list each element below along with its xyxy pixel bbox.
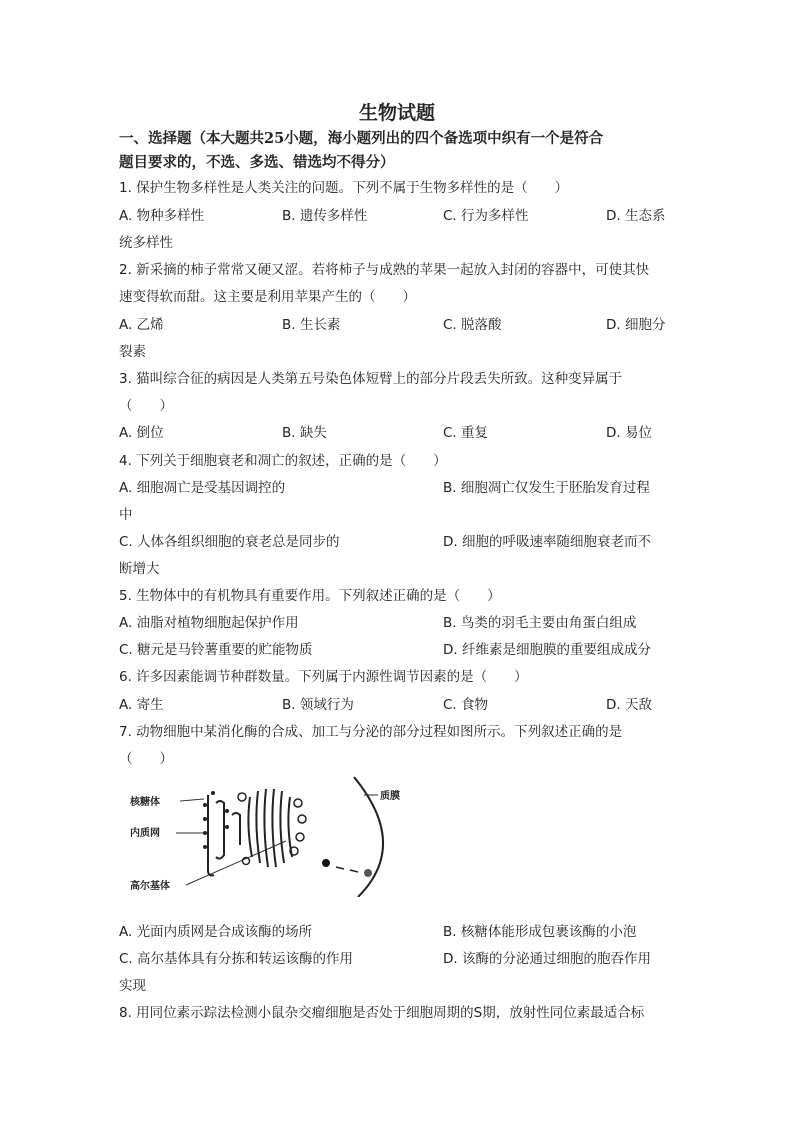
- question-6-stem: 6. 许多因素能调节种群数量。下列属于内源性调节因素的是（ ）: [119, 669, 528, 685]
- question-1-stem: 1. 保护生物多样性是人类关注的问题。下列不属于生物多样性的是（ ）: [119, 180, 569, 196]
- q2-option-b[interactable]: B. 生长素: [282, 317, 341, 333]
- q2-option-d-cont: 裂素: [119, 344, 146, 360]
- q3-option-c[interactable]: C. 重复: [443, 425, 489, 441]
- q5-option-c[interactable]: C. 糖元是马铃薯重要的贮能物质: [119, 642, 313, 658]
- q2-option-c[interactable]: C. 脱落酸: [443, 317, 502, 333]
- q7-option-d[interactable]: D. 该酶的分泌通过细胞的胞吞作用: [443, 951, 651, 967]
- q6-option-c[interactable]: C. 食物: [443, 697, 489, 713]
- section-heading: 一、选择题（本大题共25小题，海小题列出的四个备选项中织有一个是符合: [119, 130, 604, 147]
- question-4-stem: 4. 下列关于细胞衰老和凋亡的叙述，正确的是（ ）: [119, 453, 447, 469]
- q1-option-b[interactable]: B. 遗传多样性: [282, 208, 368, 224]
- question-5-stem: 5. 生物体中的有机物具有重要作用。下列叙述正确的是（ ）: [119, 588, 501, 604]
- question-7-stem-cont: （ ）: [119, 751, 173, 767]
- q7-option-b[interactable]: B. 核糖体能形成包裹该酶的小泡: [443, 924, 637, 940]
- question-7-stem: 7. 动物细胞中某消化酶的合成、加工与分泌的部分过程如图所示。下列叙述正确的是: [119, 724, 623, 740]
- q3-option-d[interactable]: D. 易位: [606, 425, 652, 441]
- section-heading-cont: 题目要求的，不选、多选、错选均不得分）: [119, 154, 395, 171]
- question-3-stem: 3. 猫叫综合征的病因是人类第五号染色体短臂上的部分片段丢失所致。这种变异属于: [119, 371, 623, 387]
- q5-option-a[interactable]: A. 油脂对植物细胞起保护作用: [119, 615, 299, 631]
- label-membrane: 质膜: [380, 791, 400, 802]
- q5-option-d[interactable]: D. 纤维素是细胞膜的重要组成成分: [443, 642, 651, 658]
- cell-secretion-figure: [128, 775, 412, 897]
- q7-option-d-cont: 实现: [119, 978, 146, 994]
- question-2-stem-cont: 速变得软而甜。这主要是利用苹果产生的（ ）: [119, 289, 416, 305]
- question-3-stem-cont: （ ）: [119, 398, 173, 414]
- label-er: 内质网: [130, 828, 160, 839]
- page-title: 生物试题: [358, 102, 435, 124]
- q1-option-d[interactable]: D. 生态系: [606, 208, 666, 224]
- q2-option-d[interactable]: D. 细胞分: [606, 317, 666, 333]
- q1-option-d-cont: 统多样性: [119, 235, 173, 251]
- q6-option-b[interactable]: B. 领域行为: [282, 697, 354, 713]
- q4-option-d[interactable]: D. 细胞的呼吸速率随细胞衰老而不: [443, 534, 651, 550]
- q4-option-a[interactable]: A. 细胞凋亡是受基因调控的: [119, 480, 286, 496]
- q3-option-a[interactable]: A. 倒位: [119, 425, 164, 441]
- question-2-stem: 2. 新采摘的柿子常常又硬又涩。若将柿子与成熟的苹果一起放入封闭的容器中，可使其快: [119, 262, 650, 278]
- q6-option-a[interactable]: A. 寄生: [119, 697, 164, 713]
- q4-option-b-cont: 中: [119, 507, 133, 523]
- q4-option-d-cont: 断增大: [119, 561, 160, 577]
- q1-option-a[interactable]: A. 物种多样性: [119, 208, 205, 224]
- q7-option-a[interactable]: A. 光面内质网是合成该酶的场所: [119, 924, 313, 940]
- q2-option-a[interactable]: A. 乙烯: [119, 317, 164, 333]
- q1-option-c[interactable]: C. 行为多样性: [443, 208, 529, 224]
- label-ribosome: 核糖体: [130, 797, 160, 808]
- q4-option-c[interactable]: C. 人体各组织细胞的衰老总是同步的: [119, 534, 340, 550]
- q3-option-b[interactable]: B. 缺失: [282, 425, 327, 441]
- cell-diagram: [128, 775, 412, 897]
- label-golgi: 高尔基体: [130, 881, 170, 892]
- q5-option-b[interactable]: B. 鸟类的羽毛主要由角蛋白组成: [443, 615, 637, 631]
- secretory-vesicle: [322, 859, 372, 877]
- q4-option-b[interactable]: B. 细胞凋亡仅发生于胚胎发育过程: [443, 480, 650, 496]
- question-8-stem: 8. 用同位素示踪法检测小鼠杂交瘤细胞是否处于细胞周期的S期，放射性同位素最适合标: [119, 1005, 645, 1021]
- q7-option-c[interactable]: C. 高尔基体具有分拣和转运该酶的作用: [119, 951, 354, 967]
- q6-option-d[interactable]: D. 天敌: [606, 697, 652, 713]
- golgi-apparatus: [248, 789, 292, 867]
